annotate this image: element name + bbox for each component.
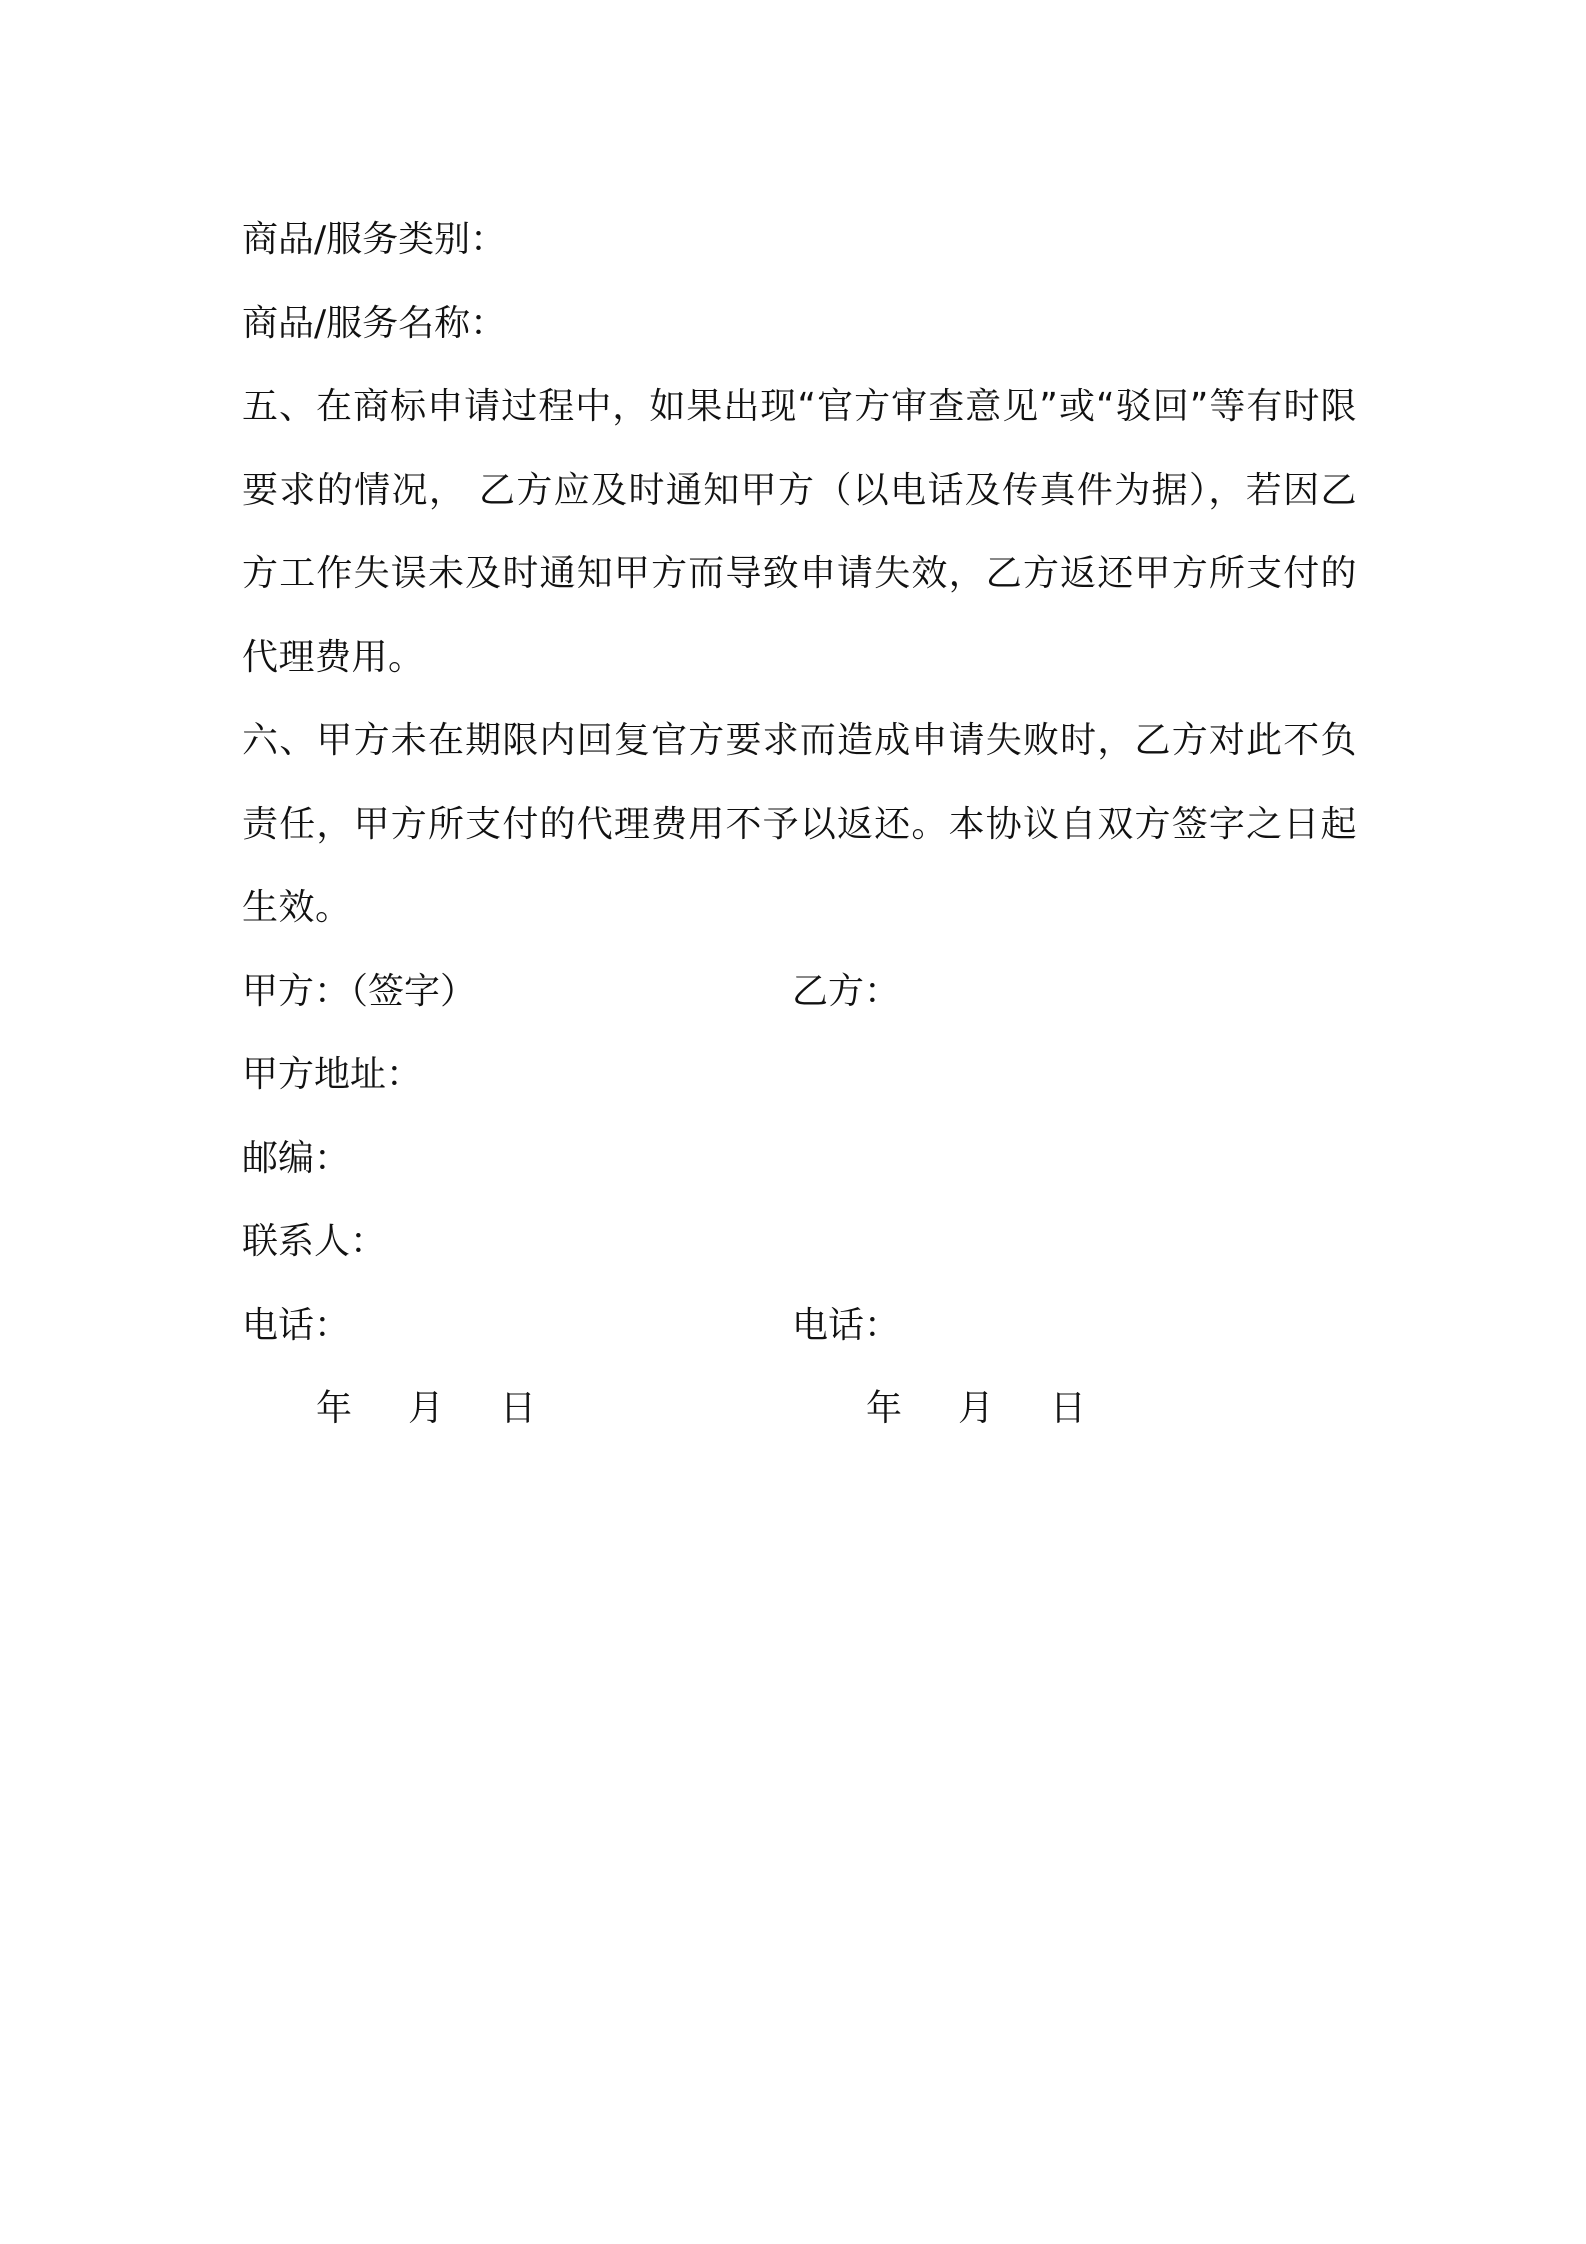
- party-a-address-label: 甲方地址：: [242, 1054, 423, 1095]
- clause-five: 五、在商标申请过程中，如果出现“官方审查意见”或“驳回”等有时限要求的情况， 乙方应及时通知甲方（以电话及传真件为据），若因乙方工作失误未及时通知甲方而导致申请失效，乙方返还甲方所支付的代理费用。: [242, 386, 1357, 678]
- phone-row: [242, 1284, 1357, 1368]
- party-a-date-year: 年: [316, 1388, 353, 1429]
- party-b-phone-label: 电话：: [792, 1304, 901, 1346]
- party-a-signature-label: 甲方：（签字）: [242, 970, 477, 1012]
- party-b-label: 乙方：: [792, 970, 901, 1012]
- signature-row: [242, 950, 1357, 1034]
- party-a-date-month: 月: [408, 1388, 445, 1429]
- clause-six: 六、甲方未在期限内回复官方要求而造成申请失败时，乙方对此不负责任，甲方所支付的代理费用不予以返还。本协议自双方签字之日起生效。: [242, 720, 1357, 928]
- date-row: [242, 1367, 1357, 1451]
- party-b-date-year: 年: [866, 1388, 903, 1429]
- goods-category-label: 商品/服务类别：: [242, 219, 507, 260]
- document-body: [242, 198, 1357, 1451]
- party-b-date-day: 日: [1050, 1388, 1087, 1429]
- party-a-phone-label: 电话：: [242, 1304, 351, 1346]
- goods-name-label: 商品/服务名称：: [242, 302, 507, 344]
- postcode-label: 邮编：: [242, 1137, 351, 1179]
- party-b-date-month: 月: [958, 1388, 995, 1429]
- contact-label: 联系人：: [242, 1221, 387, 1262]
- party-a-date-day: 日: [500, 1388, 537, 1429]
